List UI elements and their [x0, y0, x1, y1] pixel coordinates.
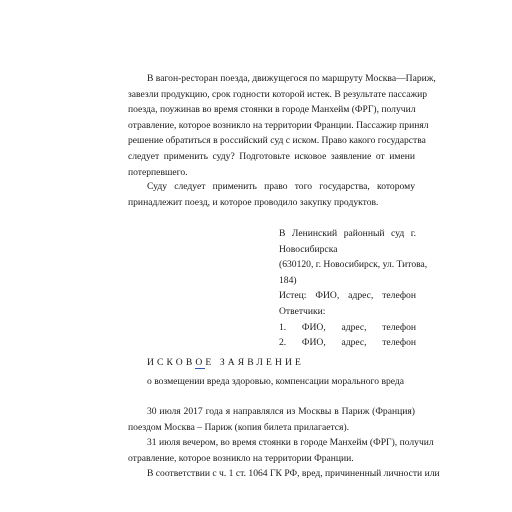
address-line: 1. ФИО, адрес, телефон	[279, 321, 416, 333]
body-line: 31 июля вечером, во время стоянки в городе Манхейм (ФРГ), получил	[147, 437, 434, 448]
body-line: 30 июля 2017 года я направлялся из Москвы в Париж (Франция)	[147, 406, 415, 417]
body-paragraph	[128, 404, 415, 435]
claim-title-part: О	[195, 357, 206, 368]
task-line: отравление, которое возникло на территории Франции. Пассажир принял	[128, 119, 429, 131]
task-line: решение обратиться в российский суд с иском. Право какого государства	[128, 135, 426, 147]
task-line: завезли продукцию, срок годности которой истек. В результате пассажир	[128, 88, 428, 100]
task-line: В вагон-ресторан поезда, движущегося по маршруту Москва—Париж,	[147, 73, 436, 84]
address-line: В Ленинский районный суд г.	[279, 228, 416, 239]
body-paragraph	[128, 466, 440, 482]
claim-title-part: Е ЗАЯВЛЕНИЕ	[205, 357, 304, 368]
task-line: потерпевшего.	[128, 166, 188, 178]
claim-title	[147, 355, 304, 371]
task-paragraph	[128, 71, 436, 180]
address-line: Истец: ФИО, адрес, телефон	[279, 290, 416, 302]
body-line: В соответствии с ч. 1 ст. 1064 ГК РФ, вред, причиненный личности или	[147, 468, 440, 479]
body-line: отравление, которое возникло на территории Франции.	[128, 452, 354, 464]
task-line: поезда, поужинав во время стоянки в городе Манхейм (ФРГ), получил	[128, 104, 416, 116]
address-line: Ответчики:	[279, 305, 326, 317]
answer-paragraph	[128, 179, 415, 210]
task-line: следует применить суду? Подготовьте исковое заявление от имени	[128, 150, 415, 162]
body-paragraph	[128, 435, 434, 466]
address-line: (630120, г. Новосибирск, ул. Титова,	[279, 259, 428, 271]
address-line: Новосибирска	[279, 243, 338, 255]
answer-line: Суду следует применить право того государства, которому	[147, 181, 415, 192]
answer-line: принадлежит поезд, и которое проводило закупку продуктов.	[128, 196, 379, 208]
claim-subtitle: о возмещении вреда здоровью, компенсации морального вреда	[147, 376, 405, 387]
address-line: 184)	[279, 274, 297, 286]
court-address-block	[279, 226, 428, 351]
address-line: 2. ФИО, адрес, телефон	[279, 337, 416, 349]
claim-title-part: ИСКОВ	[147, 357, 196, 368]
body-line: поездом Москва – Париж (копия билета прилагается).	[128, 421, 350, 433]
